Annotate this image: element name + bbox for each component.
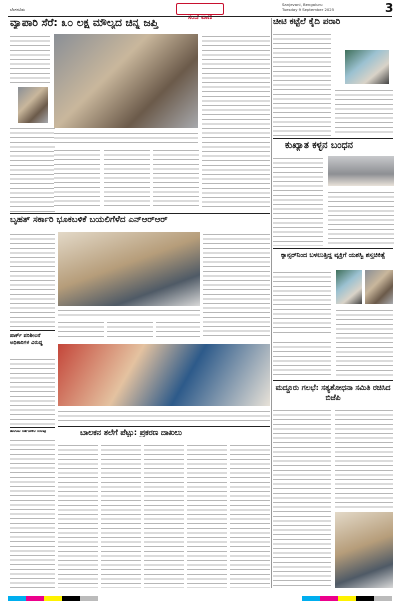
masthead	[0, 0, 400, 21]
park-text	[10, 357, 55, 425]
land-text-right	[203, 232, 270, 340]
land-text-bottom-2	[107, 320, 153, 340]
maddur-text-2	[335, 408, 393, 508]
doctor-photo-1	[336, 270, 362, 304]
masthead-rule	[8, 16, 392, 17]
cancer-text-3	[273, 340, 331, 378]
top-right-text-1	[273, 32, 331, 137]
section-label: ಬೆಂಗಳೂರು	[10, 8, 25, 12]
reporter-photo	[18, 87, 48, 123]
lead-text-col-4	[202, 34, 270, 210]
boy-text-2	[101, 443, 141, 588]
logo	[176, 3, 224, 21]
land-text-left	[10, 232, 55, 328]
rule-mid-right	[273, 138, 393, 139]
maddur-headline-text: ಮದ್ದೂರು ಗಲಭೆ: ಸತ್ಯಶೋಧನಾ ಸಮಿತಿ ರಚಿಸಿದ ಬಿಜೆಪಿ	[275, 383, 391, 402]
senior-headline: ಹಿರಿಯ ನಾಗರಿಕರ ನೆರವು	[10, 430, 47, 434]
event-caption	[58, 409, 270, 423]
lead-story-photo	[54, 34, 198, 128]
senior-text	[10, 438, 55, 588]
lead-text-col-3	[153, 148, 199, 210]
color-registration-bar-right	[302, 596, 392, 601]
rule-cancer	[273, 248, 393, 249]
cancer-headline	[273, 251, 393, 259]
rule-maddur	[273, 380, 393, 381]
maddur-text-1	[273, 408, 331, 588]
logo-text: ಸಂಜೆ ವಾಣಿ	[187, 13, 213, 21]
rule-bottom-center	[58, 426, 270, 427]
thief-headline: ಕುಖ್ಯಾತ ಕಳ್ಳನ ಬಂಧನ	[285, 141, 353, 151]
rule-mid-left	[10, 213, 270, 214]
rule-senior	[10, 427, 55, 428]
lead-text-col-1	[54, 148, 100, 210]
park-headline: ಪಾರ್ಕ್ ಪರಿಶೀಲನೆ ಅಧಿಕಾರಿಗಳ ವಿರುದ್ಧ	[10, 333, 43, 346]
rule-park	[10, 330, 55, 331]
land-headline: ಬೃಹತ್ ಸರ್ಕಾರಿ ಭೂಕಬಳಿಕೆ ಬಯಲಿಗೆಳೆದ ಎನ್‌ಆರ್‌ಆರ್	[10, 216, 168, 225]
boy-text-1	[58, 443, 98, 588]
event-photo	[58, 344, 270, 406]
maddur-headline	[273, 383, 393, 403]
arrested-person-photo	[345, 50, 389, 84]
lead-text-col-2	[104, 148, 150, 210]
top-right-text-2	[335, 88, 393, 136]
land-text-bottom-1	[58, 320, 104, 340]
edition-line: Sanjevani, Bengaluru	[282, 3, 323, 7]
land-caption	[58, 308, 200, 318]
land-text-bottom-3	[156, 320, 200, 340]
cancer-headline-text: ಕ್ಯಾನ್ಸರ್‌ನಿಂದ ಬಳಲುತ್ತಿದ್ದ ವ್ಯಕ್ತಿಗೆ ಯಶಸ್ವಿ ಶಸ್ತ್ರಚಿಕಿತ್ಸೆ	[281, 251, 385, 259]
doctor-photo-2	[365, 270, 393, 304]
maddur-photo	[335, 512, 393, 588]
page-number: 3	[385, 1, 394, 15]
seized-vehicles-photo	[328, 156, 394, 186]
boy-injury-headline: ಬಾಲಕನ ತಲೆಗೆ ಪೆಟ್ಟು: ಪ್ರಕರಣ ದಾಖಲು	[80, 429, 182, 437]
left-column-text-2	[10, 126, 55, 212]
land-story-photo	[58, 232, 200, 306]
lead-caption	[54, 131, 198, 145]
thief-text	[273, 156, 323, 246]
boy-text-5	[230, 443, 270, 588]
boy-text-4	[187, 443, 227, 588]
cancer-text-1	[273, 270, 331, 336]
thief-text-2	[328, 190, 394, 246]
top-right-headline: ಚೀಟಿ ಕಟ್ಟೆಲೆ ಕೈದಿ ಪರಾರಿ	[273, 18, 341, 27]
boy-text-3	[144, 443, 184, 588]
date-line: Tuesday 9 September 2025	[282, 8, 335, 12]
left-column-text	[10, 34, 50, 84]
color-registration-bar-left	[8, 596, 98, 601]
lead-headline: ವ್ಯಾಪಾರಿ ಸೆರೆ: ೩೦ ಲಕ್ಷ ಮೌಲ್ಯದ ಚಿನ್ನ ಜಪ್ತಿ	[10, 18, 159, 29]
cancer-text-2	[336, 308, 393, 378]
column-rule-1	[271, 18, 272, 588]
